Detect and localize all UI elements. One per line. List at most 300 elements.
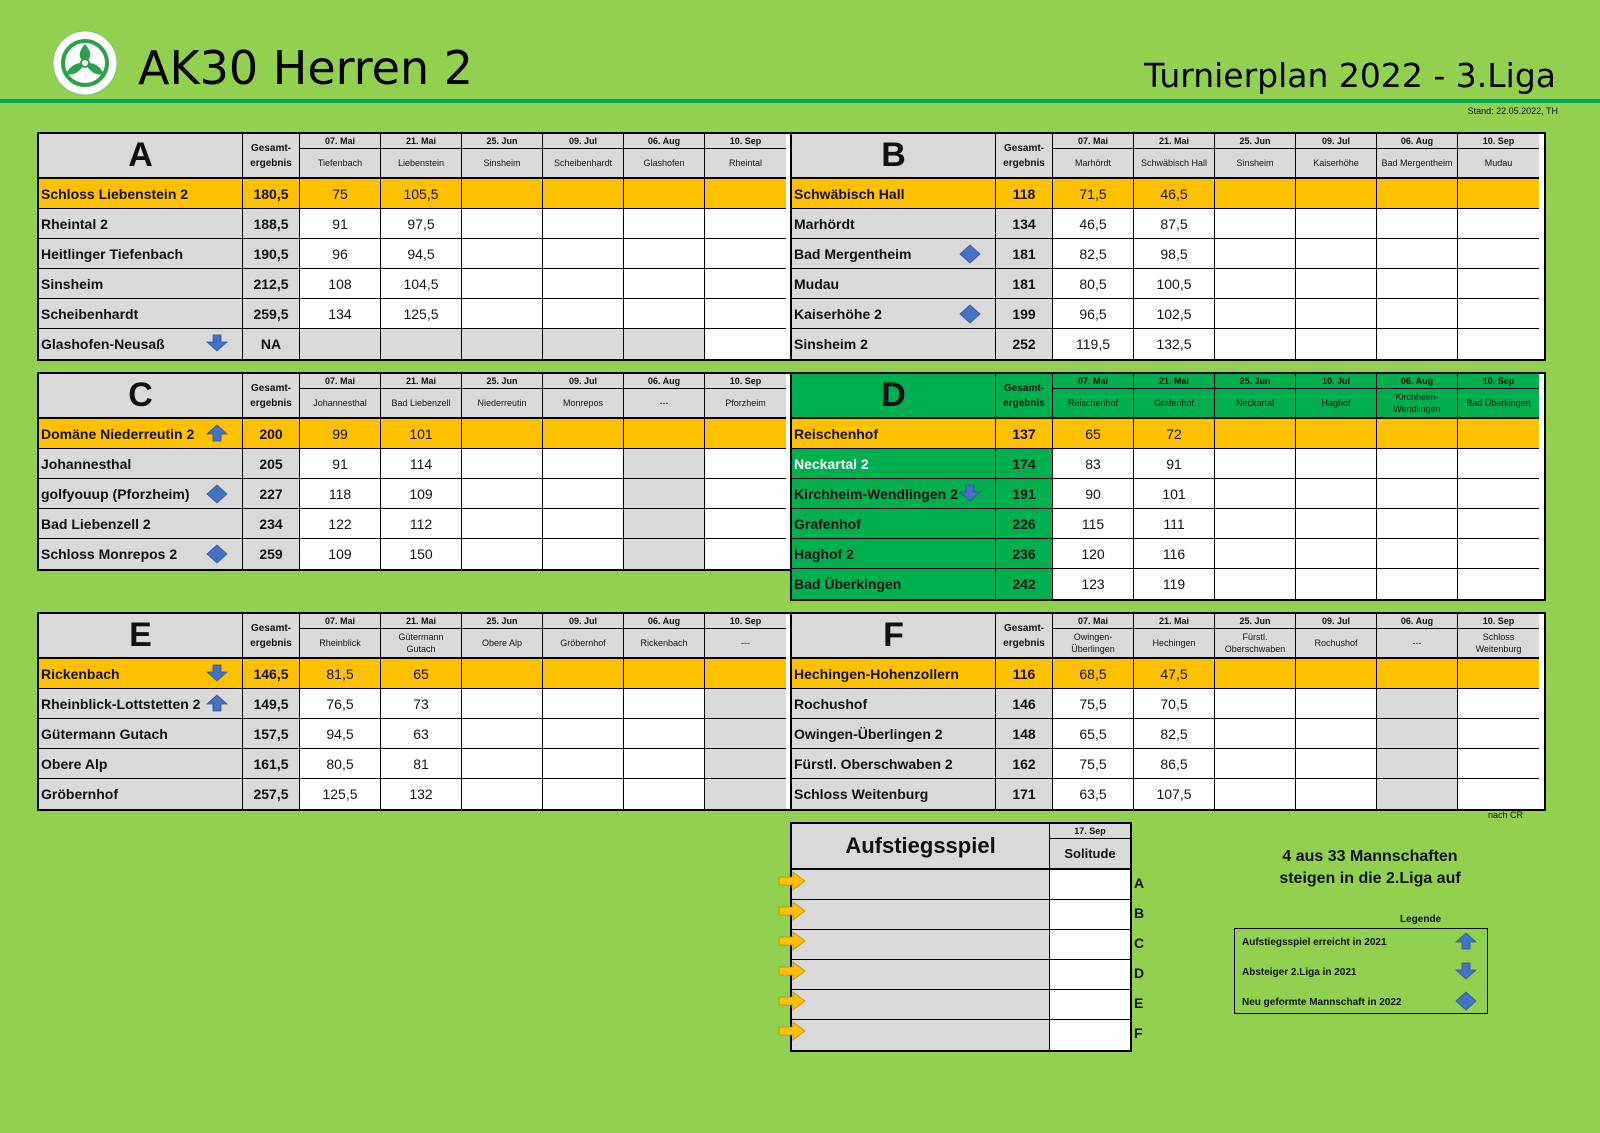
round-score: [1215, 539, 1296, 569]
total-header: Gesamt-ergebnis: [243, 134, 300, 179]
team-name: [792, 719, 996, 749]
team-total: 259: [243, 539, 300, 569]
team-total: 149,5: [243, 689, 300, 719]
round-score: [1215, 779, 1296, 809]
aufstieg-slot: [792, 870, 1050, 900]
team-name: [792, 689, 996, 719]
round-date: 07. Mai: [300, 374, 381, 389]
arrow-right-icon: [778, 901, 806, 921]
round-score: [462, 299, 543, 329]
round-score: 75,5: [1053, 689, 1134, 719]
round-venue: Kirchheim-Wendlingen: [1377, 389, 1458, 419]
group-table-d: [790, 372, 1546, 601]
aufstieg-slot-letter: D: [1134, 965, 1145, 981]
round-score: [1296, 779, 1377, 809]
round-date: 25. Jun: [462, 374, 543, 389]
round-score: 82,5: [1053, 239, 1134, 269]
team-name-text: Neckartal 2: [794, 455, 869, 472]
round-score: 86,5: [1134, 749, 1215, 779]
round-score: [543, 269, 624, 299]
round-venue: Sinsheim: [462, 149, 543, 179]
team-name-text: Schloss Monrepos 2: [41, 546, 178, 562]
team-total: 227: [243, 479, 300, 509]
team-total: 190,5: [243, 239, 300, 269]
round-score: 73: [381, 689, 462, 719]
round-score: 125,5: [381, 299, 462, 329]
round-venue: Haghof: [1296, 389, 1377, 419]
team-name: [792, 299, 996, 329]
round-score: [1377, 299, 1458, 329]
round-venue: Owingen-Überlingen: [1053, 629, 1134, 659]
aufstieg-value: [1050, 1020, 1130, 1050]
round-date: 09. Jul: [543, 134, 624, 149]
round-venue: Mudau: [1458, 149, 1539, 179]
round-score: 122: [300, 509, 381, 539]
round-score: [624, 689, 705, 719]
round-score: [462, 749, 543, 779]
round-venue: Kaiserhöhe: [1296, 149, 1377, 179]
team-total: 259,5: [243, 299, 300, 329]
team-total: 171: [996, 779, 1053, 809]
round-venue: Hechingen: [1134, 629, 1215, 659]
round-date: 07. Mai: [1053, 614, 1134, 629]
total-header: Gesamt-ergebnis: [996, 374, 1053, 419]
round-date: 06. Aug: [624, 374, 705, 389]
round-score: [462, 779, 543, 809]
round-venue: Rickenbach: [624, 629, 705, 659]
round-score: 96: [300, 239, 381, 269]
round-venue: Scheibenhardt: [543, 149, 624, 179]
round-score: 114: [381, 449, 462, 479]
team-total: 188,5: [243, 209, 300, 239]
round-score: [624, 509, 705, 539]
round-venue: Glashofen: [624, 149, 705, 179]
round-score: [1458, 449, 1539, 479]
team-name-text: Haghof 2: [794, 545, 854, 562]
round-venue: Rheintal: [705, 149, 786, 179]
round-score: [624, 659, 705, 689]
round-venue: Tiefenbach: [300, 149, 381, 179]
round-score: [1458, 779, 1539, 809]
round-score: [462, 209, 543, 239]
team-name: [39, 539, 243, 569]
team-name: [792, 569, 996, 599]
round-score: [624, 269, 705, 299]
round-venue: Grafenhof: [1134, 389, 1215, 419]
team-total: 212,5: [243, 269, 300, 299]
team-name-text: Rheinblick-Lottstetten 2: [41, 695, 201, 712]
round-score: [1215, 299, 1296, 329]
team-total: 118: [996, 179, 1053, 209]
round-score: [1215, 239, 1296, 269]
round-venue: Schwäbisch Hall: [1134, 149, 1215, 179]
round-score: [1296, 269, 1377, 299]
round-score: [1296, 509, 1377, 539]
round-score: [462, 509, 543, 539]
round-score: 70,5: [1134, 689, 1215, 719]
round-venue: Rochushof: [1296, 629, 1377, 659]
round-venue: Gütermann Gutach: [381, 629, 462, 659]
round-score: 46,5: [1134, 179, 1215, 209]
round-score: 150: [381, 539, 462, 569]
team-name-text: Bad Mergentheim: [794, 245, 912, 262]
round-score: [543, 239, 624, 269]
round-score: [1215, 719, 1296, 749]
arrow-down-icon: [1455, 962, 1477, 980]
arrow-right-icon: [778, 931, 806, 951]
team-name-text: Glashofen-Neusaß: [41, 336, 165, 352]
legend-label-up: Aufstiegsspiel erreicht in 2021: [1242, 937, 1387, 948]
team-total: 174: [996, 449, 1053, 479]
round-score: [1296, 569, 1377, 599]
round-score: [1296, 479, 1377, 509]
team-name-text: Mudau: [794, 275, 840, 292]
round-score: [1377, 479, 1458, 509]
round-score: [1215, 419, 1296, 449]
team-name: [39, 479, 243, 509]
team-name-text: Sinsheim: [41, 275, 104, 292]
team-total: 226: [996, 509, 1053, 539]
round-score: 108: [300, 269, 381, 299]
round-score: [543, 329, 624, 359]
round-score: [624, 419, 705, 449]
aufstieg-slot-letter: C: [1134, 935, 1145, 951]
round-score: [1377, 269, 1458, 299]
aufstieg-slot-letter: E: [1134, 995, 1144, 1011]
round-score: [462, 419, 543, 449]
round-venue: Bad Überkingen: [1458, 389, 1539, 419]
team-name-text: Kirchheim-Wendlingen 2: [794, 485, 958, 502]
round-score: 68,5: [1053, 659, 1134, 689]
round-score: [1377, 329, 1458, 359]
round-score: [705, 779, 786, 809]
round-date: 25. Jun: [1215, 374, 1296, 389]
round-date: 10. Sep: [1458, 134, 1539, 149]
round-score: [1377, 689, 1458, 719]
arrow-down-icon: [959, 484, 981, 505]
round-date: 07. Mai: [1053, 374, 1134, 389]
team-total: 146,5: [243, 659, 300, 689]
aufstieg-value: [1050, 900, 1130, 930]
round-score: [1377, 209, 1458, 239]
team-total: 181: [996, 269, 1053, 299]
round-score: [1377, 449, 1458, 479]
round-score: 101: [1134, 479, 1215, 509]
team-name-text: Rickenbach: [41, 665, 120, 682]
team-total: 137: [996, 419, 1053, 449]
legend-label-down: Absteiger 2.Liga in 2021: [1242, 967, 1357, 978]
round-score: [1296, 329, 1377, 359]
round-date: 06. Aug: [1377, 374, 1458, 389]
team-total: 252: [996, 329, 1053, 359]
round-score: [1458, 329, 1539, 359]
aufstieg-slot: [792, 960, 1050, 990]
round-score: 123: [1053, 569, 1134, 599]
round-score: [1215, 179, 1296, 209]
legend-box: [1234, 928, 1488, 1014]
round-date: 09. Jul: [1296, 614, 1377, 629]
round-score: [543, 209, 624, 239]
round-date: 25. Jun: [462, 134, 543, 149]
round-date: 07. Mai: [300, 134, 381, 149]
round-score: [543, 659, 624, 689]
team-total: 234: [243, 509, 300, 539]
round-score: 94,5: [300, 719, 381, 749]
round-score: 99: [300, 419, 381, 449]
round-score: 65: [381, 659, 462, 689]
round-score: [705, 689, 786, 719]
round-score: 81: [381, 749, 462, 779]
team-total: 236: [996, 539, 1053, 569]
team-name-text: Hechingen-Hohenzollern: [794, 665, 959, 682]
team-name-text: Johannesthal: [41, 455, 132, 472]
round-score: [1296, 209, 1377, 239]
round-score: 116: [1134, 539, 1215, 569]
round-score: 63,5: [1053, 779, 1134, 809]
team-name: [792, 539, 996, 569]
round-score: [705, 419, 786, 449]
team-total: 242: [996, 569, 1053, 599]
group-letter: C: [39, 374, 243, 419]
aufstieg-slot: [792, 900, 1050, 930]
round-date: 06. Aug: [1377, 614, 1458, 629]
team-name: [39, 179, 243, 209]
round-score: [543, 779, 624, 809]
round-venue: Reischenhof: [1053, 389, 1134, 419]
round-date: 21. Mai: [381, 374, 462, 389]
team-name-text: Reischenhof: [794, 425, 879, 442]
team-name: [39, 329, 243, 359]
team-name: [792, 269, 996, 299]
round-score: 63: [381, 719, 462, 749]
page-title: AK30 Herren 2: [138, 41, 474, 95]
diamond-icon: [206, 544, 228, 567]
team-total: 116: [996, 659, 1053, 689]
round-score: 97,5: [381, 209, 462, 239]
round-score: [1215, 479, 1296, 509]
round-score: 91: [300, 209, 381, 239]
round-score: 91: [300, 449, 381, 479]
round-score: [462, 689, 543, 719]
round-score: [1458, 239, 1539, 269]
round-date: 21. Mai: [381, 134, 462, 149]
round-score: [1215, 689, 1296, 719]
round-date: 21. Mai: [1134, 134, 1215, 149]
team-total: NA: [243, 329, 300, 359]
round-score: 91: [1134, 449, 1215, 479]
round-date: 10. Jul: [1296, 374, 1377, 389]
round-date: 09. Jul: [543, 374, 624, 389]
round-score: [462, 269, 543, 299]
round-date: 07. Mai: [300, 614, 381, 629]
team-total: 162: [996, 749, 1053, 779]
round-score: 109: [381, 479, 462, 509]
round-score: 94,5: [381, 239, 462, 269]
group-table-c: [37, 372, 793, 571]
round-date: 21. Mai: [1134, 614, 1215, 629]
round-score: [1296, 449, 1377, 479]
round-venue: Schloss Weitenburg: [1458, 629, 1539, 659]
team-name-text: Sinsheim 2: [794, 336, 868, 352]
round-date: 10. Sep: [705, 614, 786, 629]
round-score: [705, 269, 786, 299]
team-name-text: Schloss Weitenburg: [794, 786, 929, 802]
round-score: [1215, 749, 1296, 779]
team-name-text: Bad Liebenzell 2: [41, 515, 151, 532]
team-total: 148: [996, 719, 1053, 749]
round-score: [624, 209, 705, 239]
round-score: [624, 779, 705, 809]
round-score: [1296, 419, 1377, 449]
aufstieg-slot-letter: B: [1134, 905, 1145, 921]
round-score: [1215, 209, 1296, 239]
round-score: 47,5: [1134, 659, 1215, 689]
round-score: [705, 659, 786, 689]
arrow-down-icon: [206, 664, 228, 685]
aufstieg-slot-letter: A: [1134, 875, 1145, 891]
team-total: 199: [996, 299, 1053, 329]
diamond-icon: [959, 304, 981, 327]
team-name: [39, 719, 243, 749]
round-score: [1215, 569, 1296, 599]
round-score: 105,5: [381, 179, 462, 209]
total-header: Gesamt-ergebnis: [996, 614, 1053, 659]
team-total: 161,5: [243, 749, 300, 779]
team-name: [792, 209, 996, 239]
aufstieg-slot: [792, 930, 1050, 960]
team-name: [39, 239, 243, 269]
team-name: [39, 689, 243, 719]
round-score: [1215, 329, 1296, 359]
round-date: 09. Jul: [1296, 134, 1377, 149]
round-score: [705, 539, 786, 569]
team-name: [792, 179, 996, 209]
aufstiegsspiel-venue: Solitude: [1050, 839, 1130, 870]
round-score: [1296, 239, 1377, 269]
round-score: 100,5: [1134, 269, 1215, 299]
round-score: [1458, 749, 1539, 779]
round-score: [1458, 509, 1539, 539]
round-score: [462, 719, 543, 749]
round-score: [1296, 719, 1377, 749]
round-score: 125,5: [300, 779, 381, 809]
round-score: 134: [300, 299, 381, 329]
round-venue: Gröbernhof: [543, 629, 624, 659]
round-venue: Johannesthal: [300, 389, 381, 419]
round-score: 72: [1134, 419, 1215, 449]
team-name-text: Bad Überkingen: [794, 576, 902, 592]
team-total: 146: [996, 689, 1053, 719]
round-score: [300, 329, 381, 359]
team-name: [792, 509, 996, 539]
round-score: [1296, 659, 1377, 689]
aufstieg-value: [1050, 990, 1130, 1020]
round-score: 75,5: [1053, 749, 1134, 779]
team-name: [39, 749, 243, 779]
header-divider: [0, 99, 1600, 103]
round-score: 112: [381, 509, 462, 539]
team-total: 257,5: [243, 779, 300, 809]
group-letter: A: [39, 134, 243, 179]
team-name-text: Owingen-Überlingen 2: [794, 725, 943, 742]
round-score: [1458, 269, 1539, 299]
round-score: 65: [1053, 419, 1134, 449]
group-table-e: [37, 612, 793, 811]
group-letter: E: [39, 614, 243, 659]
round-score: [1458, 179, 1539, 209]
round-score: [462, 659, 543, 689]
round-score: 132,5: [1134, 329, 1215, 359]
round-score: [624, 299, 705, 329]
round-date: 21. Mai: [1134, 374, 1215, 389]
round-score: 132: [381, 779, 462, 809]
aufstiegsspiel-table: [790, 822, 1132, 1052]
round-score: [1377, 569, 1458, 599]
round-score: 111: [1134, 509, 1215, 539]
round-date: 25. Jun: [462, 614, 543, 629]
team-name: [39, 299, 243, 329]
round-score: [1296, 299, 1377, 329]
total-header: Gesamt-ergebnis: [243, 374, 300, 419]
team-name-text: Scheibenhardt: [41, 305, 139, 322]
round-score: [624, 719, 705, 749]
round-score: [543, 689, 624, 719]
round-score: 90: [1053, 479, 1134, 509]
round-score: [462, 539, 543, 569]
round-score: [462, 239, 543, 269]
round-date: 06. Aug: [624, 134, 705, 149]
round-venue: ---: [1377, 629, 1458, 659]
round-score: 87,5: [1134, 209, 1215, 239]
team-name-text: Gröbernhof: [41, 786, 118, 802]
round-score: [543, 299, 624, 329]
arrow-right-icon: [778, 871, 806, 891]
round-score: 118: [300, 479, 381, 509]
round-score: [543, 479, 624, 509]
team-name-text: Schloss Liebenstein 2: [41, 185, 189, 202]
diamond-icon: [206, 484, 228, 507]
round-score: [1458, 479, 1539, 509]
arrow-down-icon: [206, 334, 228, 355]
round-date: 10. Sep: [1458, 614, 1539, 629]
team-name: [792, 479, 996, 509]
team-name-text: Heitlinger Tiefenbach: [41, 245, 184, 262]
round-score: [705, 299, 786, 329]
team-name-text: Rheintal 2: [41, 215, 108, 232]
team-name-text: Obere Alp: [41, 755, 108, 772]
round-venue: Obere Alp: [462, 629, 543, 659]
round-score: [1377, 509, 1458, 539]
round-score: [1377, 239, 1458, 269]
round-score: [624, 449, 705, 479]
round-date: 10. Sep: [705, 374, 786, 389]
team-name-text: golfyouup (Pforzheim): [41, 485, 190, 502]
round-score: [543, 449, 624, 479]
round-venue: Monrepos: [543, 389, 624, 419]
round-date: 06. Aug: [1377, 134, 1458, 149]
team-name: [39, 779, 243, 809]
round-score: [705, 179, 786, 209]
aufstiegsspiel-date: 17. Sep: [1050, 824, 1130, 839]
round-venue: Fürstl. Oberschwaben: [1215, 629, 1296, 659]
round-score: [705, 749, 786, 779]
round-score: [1377, 749, 1458, 779]
team-total: 157,5: [243, 719, 300, 749]
round-score: 81,5: [300, 659, 381, 689]
round-score: [1215, 449, 1296, 479]
round-score: [543, 749, 624, 779]
legend-title: Legende: [1400, 914, 1442, 925]
